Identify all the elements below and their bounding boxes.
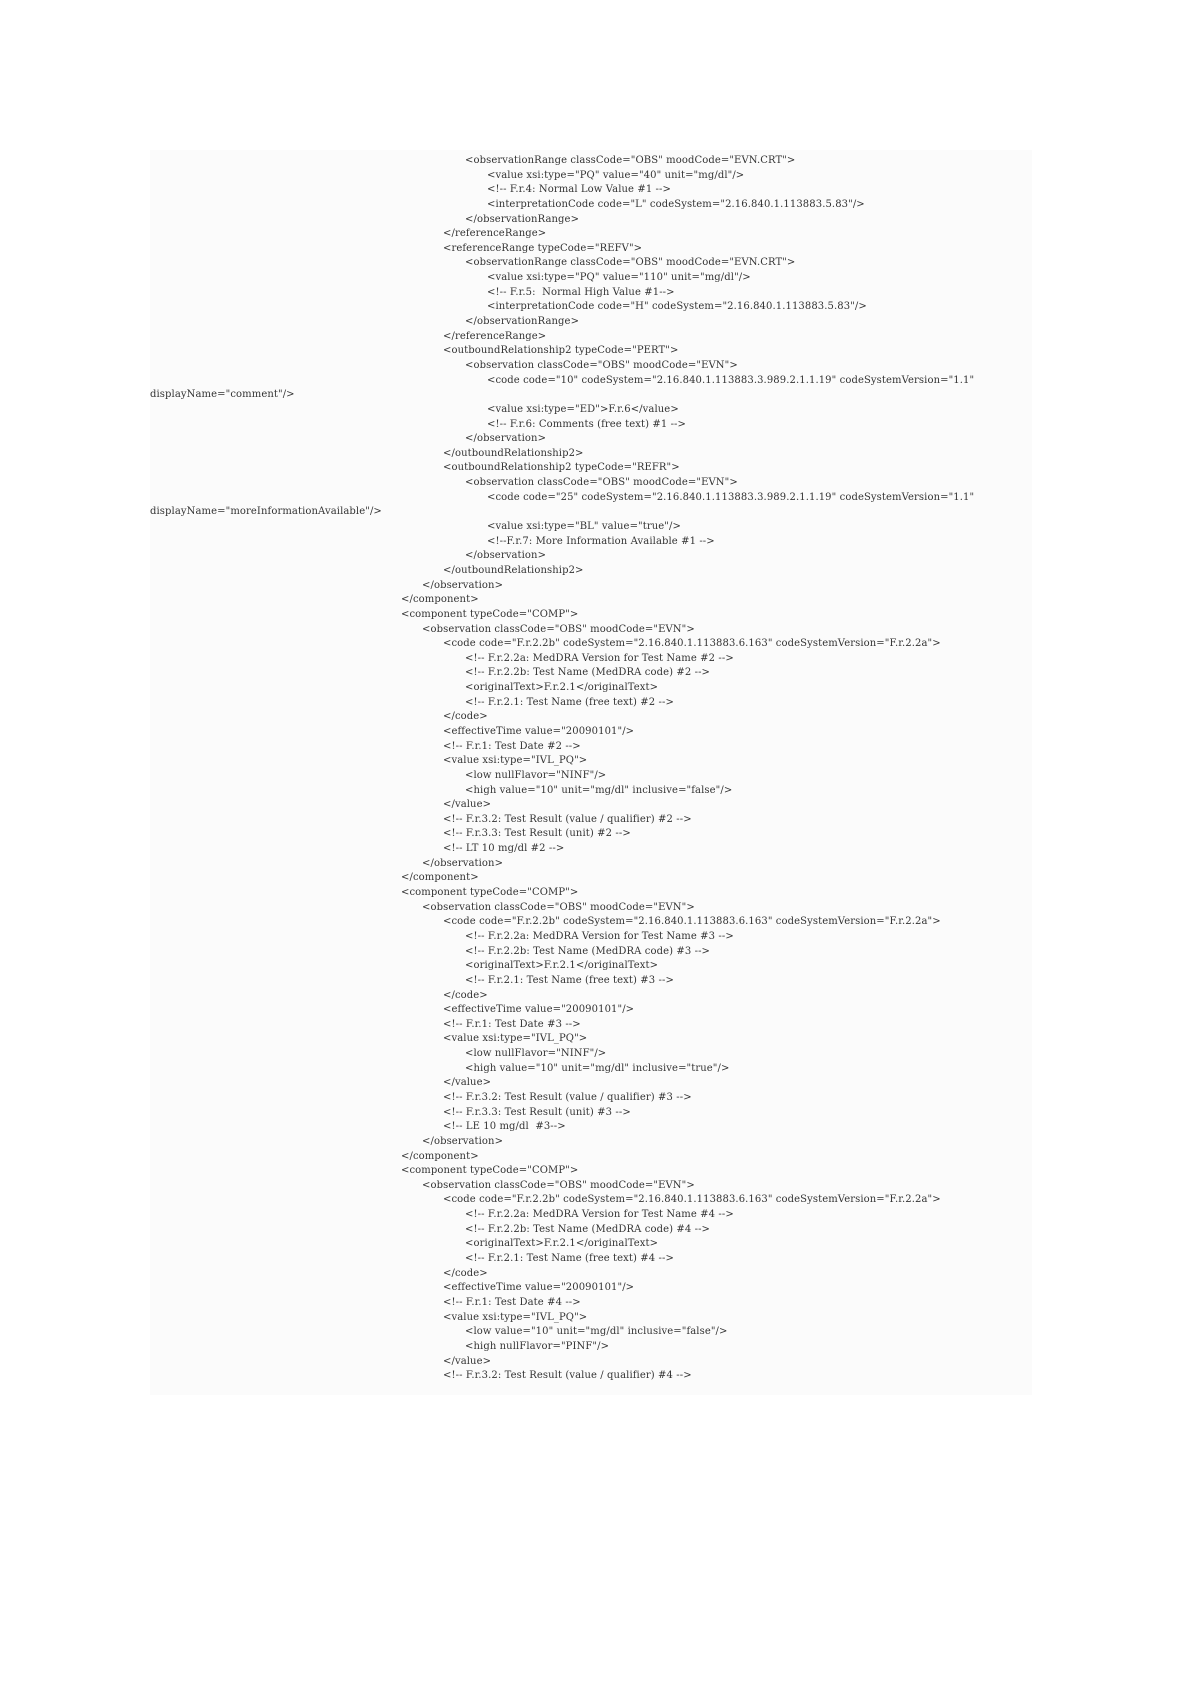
code-line: </code> xyxy=(443,989,488,1001)
code-line: <!-- F.r.2.1: Test Name (free text) #3 --> xyxy=(465,974,674,986)
code-line: <effectiveTime value="20090101"/> xyxy=(443,1004,635,1016)
code-line: </observation> xyxy=(422,579,504,591)
code-line: <code code="F.r.2.2b" codeSystem="2.16.840.1.113883.6.163" codeSystemVersion="F.r.2.2a"> xyxy=(443,638,941,650)
code-line: <code code="25" codeSystem="2.16.840.1.113883.3.989.2.1.1.19" codeSystemVersion="1.1" xyxy=(487,491,975,503)
code-line: <code code="F.r.2.2b" codeSystem="2.16.840.1.113883.6.163" codeSystemVersion="F.r.2.2a"> xyxy=(443,916,941,928)
code-line: <low nullFlavor="NINF"/> xyxy=(465,1048,607,1060)
code-line: <low nullFlavor="NINF"/> xyxy=(465,769,607,781)
code-line: <originalText>F.r.2.1</originalText> xyxy=(465,682,659,694)
code-line: <value xsi:type="IVL_PQ"> xyxy=(443,755,588,767)
code-line: </observation> xyxy=(465,550,547,562)
code-line: <observation classCode="OBS" moodCode="EVN"> xyxy=(422,901,695,913)
code-line: <interpretationCode code="H" codeSystem="2.16.840.1.113883.5.83"/> xyxy=(487,301,867,313)
code-line: </observation> xyxy=(465,433,547,445)
code-line: <!-- F.r.6: Comments (free text) #1 --> xyxy=(487,418,687,430)
code-line: <effectiveTime value="20090101"/> xyxy=(443,1282,635,1294)
code-line: <interpretationCode code="L" codeSystem="2.16.840.1.113883.5.83"/> xyxy=(487,198,865,210)
code-line: </value> xyxy=(443,1077,492,1089)
code-line: <observation classCode="OBS" moodCode="EVN"> xyxy=(422,1179,695,1191)
code-line: <code code="F.r.2.2b" codeSystem="2.16.840.1.113883.6.163" codeSystemVersion="F.r.2.2a"> xyxy=(443,1194,941,1206)
code-line: </code> xyxy=(443,711,488,723)
code-line: <high nullFlavor="PINF"/> xyxy=(465,1340,610,1352)
code-line: </referenceRange> xyxy=(443,228,547,240)
code-line: </observation> xyxy=(422,1135,504,1147)
code-line: </component> xyxy=(401,1150,479,1162)
code-line: <value xsi:type="IVL_PQ"> xyxy=(443,1033,588,1045)
code-line: <observationRange classCode="OBS" moodCode="EVN.CRT"> xyxy=(465,257,796,269)
code-line: <code code="10" codeSystem="2.16.840.1.113883.3.989.2.1.1.19" codeSystemVersion="1.1" xyxy=(487,374,975,386)
code-line: <high value="10" unit="mg/dl" inclusive="false"/> xyxy=(465,784,733,796)
code-line: <!--F.r.7: More Information Available #1 --> xyxy=(487,535,715,547)
code-line: <!-- F.r.3.2: Test Result (value / qualifier) #3 --> xyxy=(443,1092,692,1103)
code-line: </outboundRelationship2> xyxy=(443,447,584,459)
code-line: <!-- F.r.3.3: Test Result (unit) #3 --> xyxy=(443,1106,631,1118)
code-line: <observation classCode="OBS" moodCode="EVN"> xyxy=(465,477,738,489)
code-line: displayName="moreInformationAvailable"/> xyxy=(150,506,382,518)
code-line: <component typeCode="COMP"> xyxy=(401,608,579,620)
code-line: <low value="10" unit="mg/dl" inclusive="false"/> xyxy=(465,1326,728,1338)
code-line: </component> xyxy=(401,594,479,606)
code-line: <!-- LT 10 mg/dl #2 --> xyxy=(443,843,565,855)
code-line: <component typeCode="COMP"> xyxy=(401,887,579,899)
code-line: <!-- F.r.4: Normal Low Value #1 --> xyxy=(487,184,671,196)
code-line: <!-- F.r.2.2b: Test Name (MedDRA code) #3 --> xyxy=(465,945,711,957)
code-line: </value> xyxy=(443,1355,492,1367)
code-line: <value xsi:type="ED">F.r.6</value> xyxy=(487,403,679,415)
document-page xyxy=(150,150,1032,1395)
code-line: <!-- F.r.2.1: Test Name (free text) #2 --> xyxy=(465,696,674,708)
xml-code-block xyxy=(150,154,974,1384)
code-line: <observation classCode="OBS" moodCode="EVN"> xyxy=(465,359,738,371)
code-line: <!-- F.r.2.2a: MedDRA Version for Test Name #4 --> xyxy=(465,1209,734,1221)
code-line: <!-- F.r.2.1: Test Name (free text) #4 --> xyxy=(465,1253,674,1265)
code-line: <effectiveTime value="20090101"/> xyxy=(443,725,635,737)
code-line: </value> xyxy=(443,799,492,811)
code-line: <high value="10" unit="mg/dl" inclusive="true"/> xyxy=(465,1062,730,1074)
code-line: </code> xyxy=(443,1267,488,1279)
code-line: <!-- F.r.2.2a: MedDRA Version for Test Name #2 --> xyxy=(465,652,734,664)
code-line: </referenceRange> xyxy=(443,330,547,342)
code-line: <value xsi:type="PQ" value="40" unit="mg/dl"/> xyxy=(487,169,745,181)
code-line: <!-- F.r.1: Test Date #2 --> xyxy=(443,740,581,752)
code-line: displayName="comment"/> xyxy=(150,389,295,401)
code-line: <outboundRelationship2 typeCode="REFR"> xyxy=(443,462,680,474)
code-line: <observation classCode="OBS" moodCode="EVN"> xyxy=(422,623,695,635)
code-line: <!-- LE 10 mg/dl #3--> xyxy=(443,1121,566,1133)
code-line: <originalText>F.r.2.1</originalText> xyxy=(465,1238,659,1250)
code-line: <observationRange classCode="OBS" moodCode="EVN.CRT"> xyxy=(465,155,796,166)
code-line: </observation> xyxy=(422,857,504,869)
code-line: <value xsi:type="BL" value="true"/> xyxy=(487,521,681,533)
code-line: <value xsi:type="IVL_PQ"> xyxy=(443,1311,588,1323)
code-line: <!-- F.r.3.2: Test Result (value / qualifier) #4 --> xyxy=(443,1370,692,1382)
code-line: <!-- F.r.3.2: Test Result (value / qualifier) #2 --> xyxy=(443,813,692,825)
code-line: </observationRange> xyxy=(465,213,580,225)
code-line: <!-- F.r.2.2a: MedDRA Version for Test Name #3 --> xyxy=(465,930,734,942)
code-line: <referenceRange typeCode="REFV"> xyxy=(443,242,643,254)
code-line: <!-- F.r.2.2b: Test Name (MedDRA code) #2 --> xyxy=(465,667,711,679)
code-line: <originalText>F.r.2.1</originalText> xyxy=(465,960,659,972)
code-line: <!-- F.r.1: Test Date #4 --> xyxy=(443,1296,581,1308)
code-line: </outboundRelationship2> xyxy=(443,564,584,576)
code-line: <outboundRelationship2 typeCode="PERT"> xyxy=(443,345,679,357)
code-line: <!-- F.r.3.3: Test Result (unit) #2 --> xyxy=(443,828,631,840)
code-line: <!-- F.r.5: Normal High Value #1--> xyxy=(487,286,675,298)
code-line: <!-- F.r.1: Test Date #3 --> xyxy=(443,1018,581,1030)
code-line: </component> xyxy=(401,872,479,884)
code-line: <component typeCode="COMP"> xyxy=(401,1165,579,1177)
code-line: <value xsi:type="PQ" value="110" unit="mg/dl"/> xyxy=(487,272,751,284)
code-line: </observationRange> xyxy=(465,316,580,328)
code-line: <!-- F.r.2.2b: Test Name (MedDRA code) #4 --> xyxy=(465,1223,711,1235)
